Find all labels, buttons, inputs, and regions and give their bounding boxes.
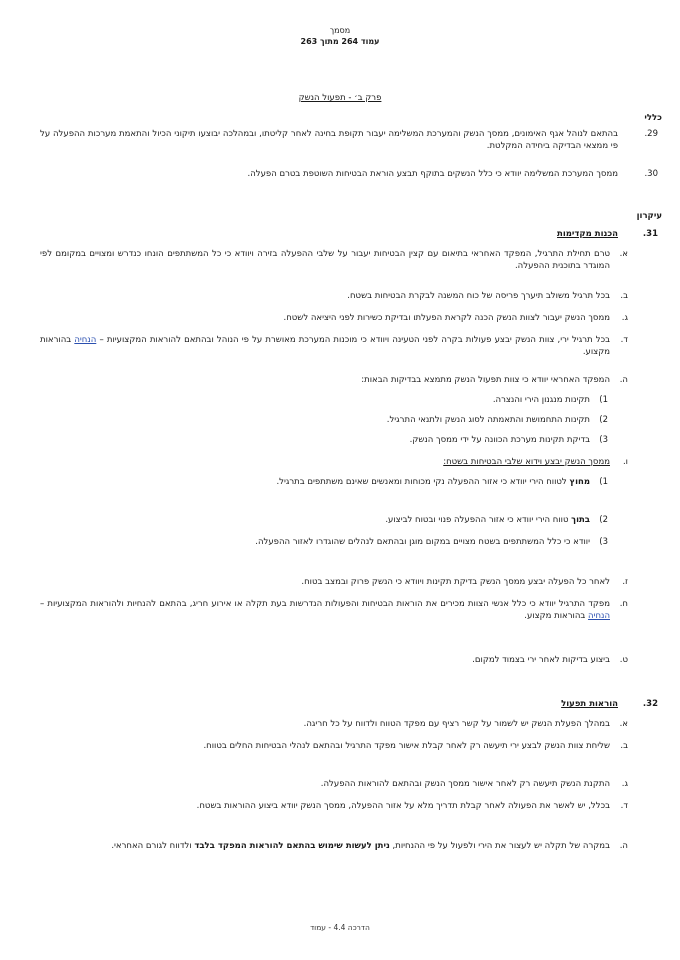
- sub-32-a: א. במהלך הפעלת הנשק יש לשמור על קשר רציף עם מפקד הטווח ולדווח על כל חריגה.: [303, 719, 628, 729]
- paragraph-31-title: 31.הכנות מקדימות: [557, 229, 658, 239]
- sub-31-b: ב. בכל תרגיל משולב תיערך פריסה של כוח המשנה לבקרת הבטיחות בשטח.: [347, 291, 628, 301]
- sub-31-f: ו. ממסך הנשק יבצע וידוא שלבי הבטיחות בשטח:: [443, 457, 628, 467]
- sub-31-f-2: 2) בתוך טווח הירי יוודא כי אזור ההפעלה פנוי ובטוח לביצוע.: [385, 515, 608, 525]
- page-reference: עמוד 264 מתוך 263: [300, 36, 380, 46]
- sub-31-a: א. טרם תחילת התרגיל, המפקד האחראי בתיאום עם קצין הבטיחות יעבור על שלבי ההפעלה בזירה ויוודא כי כל המשתתפים הונחו כנדרש ומצויים במקומם לפי המוגדר בתוכנית ההפעלה.: [40, 249, 628, 272]
- page-header: [0, 26, 680, 48]
- sub-31-f-1: 1) מחוץ לטווח הירי יוודא כי אזור ההפעלה נקי מכוחות ומאנשים שאינם משתתפים בתרגיל.: [276, 477, 608, 487]
- sub-32-c: ג. התקנת הנשק תיעשה רק לאחר אישור ממסך הנשק ובהתאם להוראות ההפעלה.: [320, 779, 628, 789]
- section-heading-general: כללי: [644, 113, 662, 123]
- sub-31-h: ח. מפקד התרגיל יוודא כי כלל אנשי הצוות מכירים את הוראות הבטיחות והפעולות הנדרשות בעת תקלה או אירוע חריג, בהתאם להנחיות ולהוראות המקצועיות – הנחיה בהוראות מקצוע.: [40, 599, 628, 622]
- section-heading-principle: עיקרון: [636, 211, 662, 221]
- sub-32-d: ד. בכלל, יש לאשר את הפעולה לאחר קבלת תדריך מלא על אזור ההפעלה, ממסך הנשק יוודא ביצוע ההוראות בשטח.: [196, 801, 628, 811]
- paragraph-29: 29. בהתאם לנוהל אגף האימונים, ממסך הנשק והמערכת המשלימה יעבור תקופת בחינה לאחר קליטתו, ובמהלכה יבוצעו תיקוני הכיול והתאמת מערכות ההפעלה על פי ממצאי הבדיקה ביחידה המקלטת.: [40, 129, 658, 152]
- sub-32-b: ב. שליחת צוות הנשק לבצע ירי תיעשה רק לאחר קבלת אישור מפקד התרגיל ובהתאם לנהלי הבטיחות החלים בטווח.: [203, 741, 628, 751]
- sub-31-f-3: 3) יוודא כי כלל המשתתפים בשטח מצויים במקום מוגן ובהתאם לנהלים שהוגדרו לאזור ההפעלה.: [255, 537, 608, 547]
- page-footer: הדרכה 4.4 - עמוד: [310, 923, 370, 933]
- paragraph-30: 30. ממסך המערכת המשלימה יוודא כי כלל הנשקים בתוקף תבצע הוראת הבטיחות השוטפת בטרם הפעלה.: [247, 169, 658, 179]
- sub-31-c: ג. ממסך הנשק יעבור לצוות הנשק הכנה לקראת הפעלתו ובדיקת כשירות לפני היציאה לשטח.: [283, 313, 628, 323]
- sub-31-e: ה. המפקד האחראי יוודא כי צוות תפעול הנשק מתמצא בבדיקות הבאות:: [361, 375, 628, 385]
- sub-32-e: ה. במקרה של תקלה יש לעצור את הירי ולפעול על פי ההנחיות, ניתן לעשות שימוש בהתאם להוראות המפקד בלבד ולדווח לגורם האחראי.: [111, 841, 628, 851]
- sub-31-e-2: 2) תקינות התחמושת והתאמתה לסוג הנשק ולתנאי התרגיל.: [386, 415, 608, 425]
- sub-31-e-1: 1) תקינות מנגנון הירי והנצרה.: [492, 395, 608, 405]
- document-title: מסמך: [329, 26, 351, 35]
- sub-31-e-3: 3) בדיקת תקינות מערכת הכוונה על ידי ממסך הנשק.: [409, 435, 608, 445]
- directive-link[interactable]: הנחיה: [74, 335, 97, 345]
- directive-link[interactable]: הנחיה: [588, 611, 610, 622]
- sub-31-i: ט. ביצוע בדיקות לאחר ירי בצמוד למקום.: [472, 655, 628, 665]
- paragraph-32-title: 32.הוראות תפעול: [561, 699, 658, 709]
- sub-31-d: ד. בכל תרגיל ירי, צוות הנשק יבצע פעולות בקרה לפני הטעינה ויוודא כי מוכנות המערכת מאושרת על פי הנוהל ובהתאם להוראות המקצועיות – הנחיה בהוראות מקצוע.: [40, 335, 628, 358]
- chapter-title: פרק ב׳ - תפעול הנשק: [298, 93, 382, 103]
- sub-31-g: ז. לאחר כל הפעלה יבצע ממסך הנשק בדיקת תקינות ויוודא כי הנשק פרוק ובמצב בטוח.: [301, 577, 628, 587]
